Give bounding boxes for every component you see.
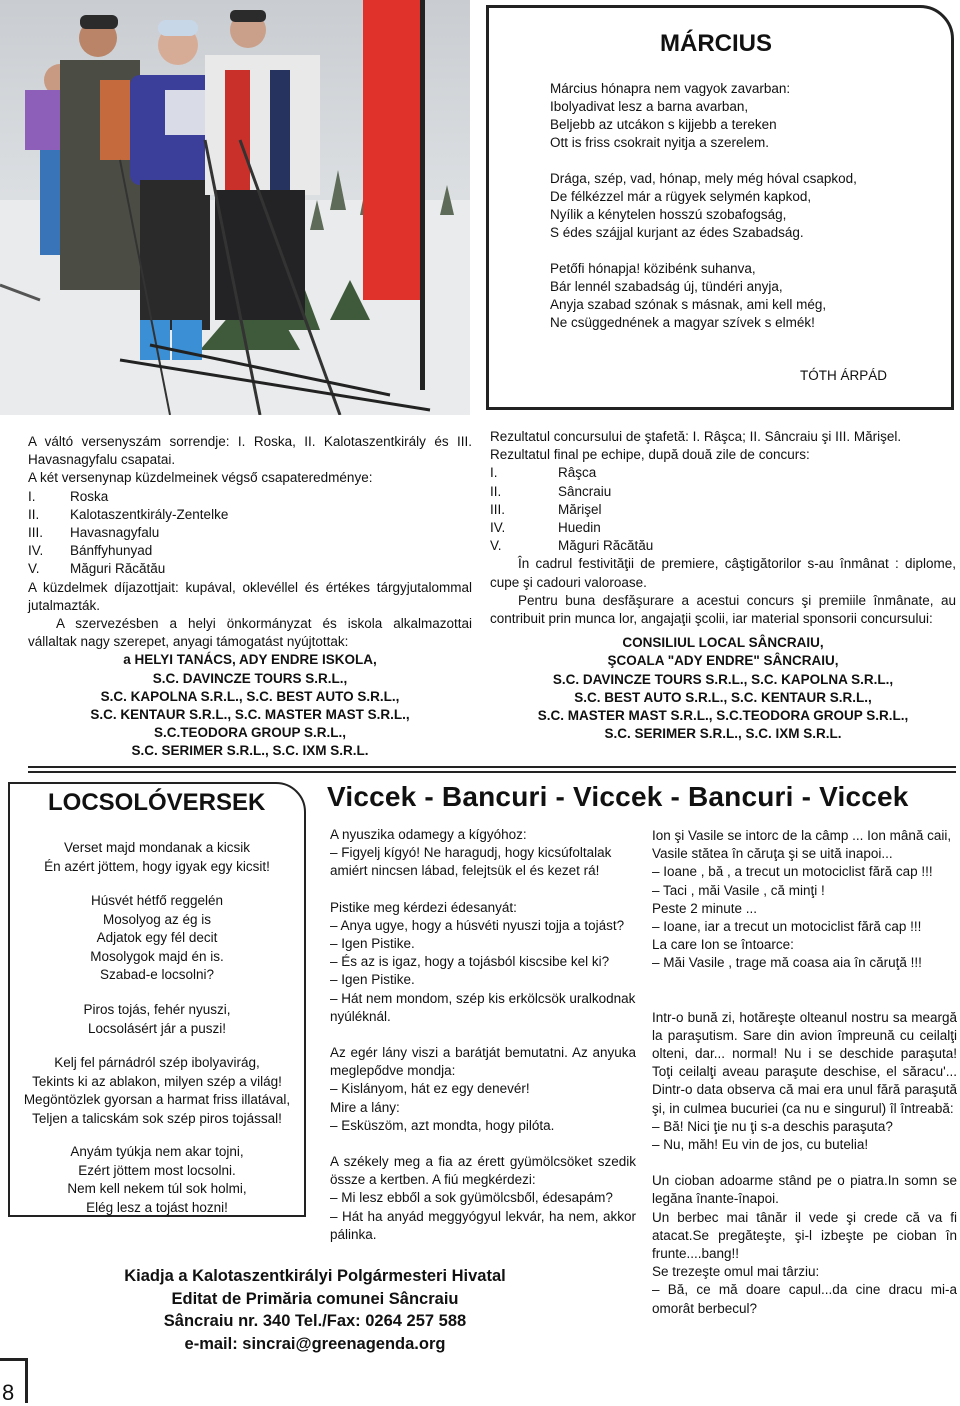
rank-number: II. bbox=[490, 483, 502, 499]
verse-line: Én azért jöttem, hogy igyak egy kicsit! bbox=[44, 858, 270, 874]
joke-line: Un berbec mai tânăr il vede şi crede că va fi atacat.Se pregăteşte, şi-l izbeşte pe cioban în frunte....bang!! bbox=[652, 1209, 957, 1262]
rank-number: II. bbox=[28, 506, 40, 522]
sponsor-line: CONSILIUL LOCAL SÂNCRAIU, bbox=[622, 635, 824, 651]
rank-number: V. bbox=[28, 561, 40, 577]
ranking-row bbox=[28, 542, 472, 560]
rank-team: Sâncraiu bbox=[558, 483, 612, 499]
joke bbox=[330, 899, 636, 1026]
sponsor-line: S.C. KAPOLNA S.R.L., S.C. BEST AUTO S.R.L., bbox=[100, 688, 400, 704]
ranking-row bbox=[490, 519, 956, 537]
verse-line: Verset majd mondanak a kicsik bbox=[63, 840, 251, 855]
locsolo-stanza-4 bbox=[8, 1054, 306, 1128]
rank-number: III. bbox=[490, 501, 506, 517]
final-results-label: Rezultatul final pe echipe, după două zile de concurs: bbox=[490, 447, 810, 463]
verse-line: Húsvét hétfő reggelén bbox=[90, 893, 224, 908]
locsolo-title: LOCSOLÓVERSEK bbox=[48, 789, 266, 816]
ranking-row bbox=[28, 560, 472, 578]
joke-line: Un cioban adoarme stând pe o piatra.In somn se legăna înante-înapoi. bbox=[652, 1173, 957, 1207]
joke-line: Se trezeşte omul mai târziu: bbox=[652, 1264, 820, 1280]
ranking-row bbox=[28, 506, 472, 524]
rank-team: Roska bbox=[70, 488, 109, 504]
poem-title: MÁRCIUS bbox=[660, 30, 772, 57]
rank-team: Bánffyhunyad bbox=[70, 543, 153, 559]
joke bbox=[330, 1044, 636, 1135]
verse-line: Adjatok egy fél decit bbox=[96, 930, 218, 945]
sponsor-line: S.C. SERIMER S.R.L., S.C. IXM S.R.L. bbox=[604, 726, 842, 742]
sponsor-line: S.C. DAVINCZE TOURS S.R.L., bbox=[152, 670, 348, 686]
skiers-photo bbox=[0, 0, 470, 415]
joke-line: – Igen Pistike. bbox=[330, 972, 415, 988]
footer-email: e-mail: sincrai@greenagenda.org bbox=[184, 1334, 446, 1353]
relay-results: Rezultatul concursului de ştafetă: I. Râşca; II. Sâncraiu şi III. Mărişel. bbox=[490, 429, 902, 444]
sponsor-line: S.C. BEST AUTO S.R.L., S.C. KENTAUR S.R.L., bbox=[574, 689, 872, 705]
poem-line: Drága, szép, vad, hónap, mely még hóval csapkod, bbox=[550, 171, 857, 186]
rank-team: Huedin bbox=[558, 520, 601, 536]
joke-line: A nyuszika odamegy a kígyóhoz: bbox=[330, 827, 527, 842]
rank-number: I. bbox=[28, 488, 36, 504]
sponsor-line: S.C. DAVINCZE TOURS S.R.L., S.C. KAPOLNA S.R.L., bbox=[552, 671, 894, 687]
sponsor-line: S.C. SERIMER S.R.L., S.C. IXM S.R.L. bbox=[131, 743, 369, 759]
rank-team: Mărişel bbox=[558, 501, 602, 517]
verse-line: Kelj fel párnádról szép ibolyavirág, bbox=[54, 1055, 260, 1070]
joke-line: Mire a lány: bbox=[330, 1099, 400, 1115]
rank-number: IV. bbox=[28, 543, 44, 559]
joke bbox=[330, 1153, 636, 1244]
joke-line: – Bă! Nici ţie nu ţi s-a deschis paraşuta? bbox=[652, 1118, 893, 1134]
rank-number: I. bbox=[490, 465, 498, 481]
publisher-footer bbox=[80, 1265, 550, 1355]
poem-stanza-2 bbox=[550, 170, 857, 242]
final-results-label: A két versenynap küzdelmeinek végső csapateredménye: bbox=[28, 470, 373, 486]
prizes-text: A küzdelmek díjazottjait: kupával, oklevéllel és értékes tárgyjutalommal jutalmazták. bbox=[28, 579, 472, 613]
joke-line: – Taci , măi Vasile , că minţi ! bbox=[652, 882, 825, 898]
locsolo-stanza-5 bbox=[8, 1143, 306, 1217]
joke-line: – Ioane , bă , a trecut un motociclist fără cap !!! bbox=[652, 864, 933, 880]
ranking-row bbox=[490, 537, 956, 555]
joke bbox=[652, 1172, 957, 1318]
sponsor-line: S.C. MASTER MAST S.R.L., S.C.TEODORA GROUP S.R.L., bbox=[537, 708, 909, 724]
ceremony-text: În cadrul festivităţii de premiere, câştigătorilor s-au înmânat : diplome, cupe şi cadouri valoroase. bbox=[490, 556, 956, 590]
verse-line: Locsolásért jár a puszi! bbox=[87, 1020, 227, 1036]
joke-line: – Hát nem mondom, szép kis erkölcsök uralkodnak nyúléknál. bbox=[330, 990, 636, 1024]
poem-line: Ne csüggednének a magyar szívek s elmék! bbox=[550, 315, 815, 330]
results-hungarian bbox=[28, 433, 472, 761]
verse-line: Tekints ki az ablakon, milyen szép a világ! bbox=[32, 1073, 282, 1089]
rank-team: Măguri Răcătău bbox=[558, 538, 654, 554]
verse-line: Mosolyog az ég is bbox=[102, 911, 212, 927]
ranking-row bbox=[490, 464, 956, 482]
verse-line: Nem kell nekem túl sok holmi, bbox=[67, 1181, 247, 1196]
joke-line: – Nu, măh! Eu vin de jos, cu butelia! bbox=[652, 1137, 869, 1153]
verse-line: Teljen a talicskám sok szép piros tojással! bbox=[32, 1110, 282, 1126]
organizers-text: A szervezésben a helyi önkormányzat és iskola alkalmazottai vállaltak nagy szerepet, anyagi támogatást nyújtottak: bbox=[28, 616, 472, 650]
sponsor-line: S.C.TEODORA GROUP S.R.L., bbox=[153, 725, 347, 741]
poem-line: Petőfi hónapja! közibénk suhanva, bbox=[550, 261, 756, 276]
joke-line: La care Ion se întoarce: bbox=[652, 937, 794, 953]
joke-line: A székely meg a fia az érett gyümölcsöket szedik össze a kertben. A fiú megkérdezi: bbox=[330, 1154, 636, 1188]
results-romanian bbox=[490, 428, 956, 743]
poem-line: De félkézzel már a rügyek selymén kapkod, bbox=[550, 189, 812, 204]
ranking-row bbox=[490, 501, 956, 519]
joke bbox=[652, 827, 957, 973]
jokes-title: Viccek - Bancuri - Viccek - Bancuri - Viccek bbox=[327, 781, 909, 812]
ranking-row bbox=[28, 488, 472, 506]
rank-team: Râşca bbox=[558, 465, 597, 481]
ranking-row bbox=[490, 483, 956, 501]
sponsor-line: a HELYI TANÁCS, ADY ENDRE ISKOLA, bbox=[123, 652, 377, 668]
section-divider bbox=[28, 766, 956, 768]
poem-line: S édes szájjal kurjant az édes Szabadság. bbox=[550, 225, 804, 240]
joke-line: – Hát ha anyád meggyógyul lekvár, ha nem, akkor pálinka. bbox=[330, 1208, 636, 1242]
footer-line: Editat de Primăria comunei Sâncraiu bbox=[171, 1289, 459, 1308]
joke-line: – Figyelj kígyó! Ne haragudj, hogy kicsúfoltalak amiért nincsen lábad, felejtsük el és kezet rá! bbox=[330, 845, 612, 879]
rank-number: V. bbox=[490, 538, 502, 554]
joke-line: Peste 2 minute ... bbox=[652, 900, 758, 916]
sponsor-list bbox=[490, 634, 956, 743]
poem-line: Beljebb az utcákon s kijjebb a tereken bbox=[550, 117, 777, 132]
verse-line: Ezért jöttem most locsolni. bbox=[78, 1162, 236, 1178]
verse-line: Elég lesz a tojást hozni! bbox=[86, 1199, 228, 1215]
verse-line: Anyám tyúkja nem akar tojni, bbox=[70, 1144, 244, 1159]
joke-line: – Ioane, iar a trecut un motociclist fără cap !!! bbox=[652, 919, 922, 935]
poem-line: Ott is friss csokrait nyitja a szerelem. bbox=[550, 135, 770, 150]
locsolo-stanza-1 bbox=[8, 839, 306, 876]
poem-line: Március hónapra nem vagyok zavarban: bbox=[550, 81, 791, 96]
poem-line: Bár lennél szabadság új, tündéri anyja, bbox=[550, 279, 783, 294]
joke-line: Intr-o bună zi, hotăreşte olteanul nostru sa meargă la paraşutism. Sare din avion împreună cu ceilalţi olteni, dar... normal! Nu i se deschide paraşuta! Toţi ceilalţi aveau paraşute deschise, el săracu'... Dintr-o data observa că mai era unul fără paraşută şi, in culmea bucuriei (ca nu e singurul) îl întreabă: bbox=[652, 1009, 957, 1116]
sponsor-line: S.C. KENTAUR S.R.L., S.C. MASTER MAST S.R.L., bbox=[90, 707, 410, 723]
locsolo-stanza-2 bbox=[8, 892, 306, 985]
footer-line: Sâncraiu nr. 340 Tel./Fax: 0264 257 588 bbox=[163, 1312, 467, 1330]
locsolo-stanza-3 bbox=[8, 1001, 306, 1038]
verse-line: Mosolygok majd én is. bbox=[90, 948, 224, 964]
verse-line: Piros tojás, fehér nyuszi, bbox=[83, 1002, 231, 1017]
poem-stanza-1 bbox=[550, 80, 790, 152]
rank-number: IV. bbox=[490, 520, 506, 536]
poem-author: TÓTH ÁRPÁD bbox=[800, 368, 888, 383]
section-divider bbox=[28, 771, 956, 773]
joke-line: – Anya ugye, hogy a húsvéti nyuszi tojja a tojást? bbox=[330, 917, 625, 933]
jokes-column-hungarian bbox=[330, 826, 636, 1244]
joke-line: Pistike meg kérdezi édesanyát: bbox=[330, 899, 517, 915]
relay-order: A váltó versenyszám sorrendje: I. Roska, II. Kalotaszentkirály és III. Havasnagyfalu csapatai. bbox=[28, 434, 472, 468]
page-number: 8 bbox=[2, 1380, 15, 1405]
joke-line: – Măi Vasile , trage mă coasa aia în căruţă !!! bbox=[652, 955, 922, 971]
joke bbox=[330, 826, 636, 881]
joke-line: Az egér lány viszi a barátját bemutatni. Az anyuka meglepődve mondja: bbox=[330, 1045, 636, 1079]
joke-line: – Igen Pistike. bbox=[330, 936, 415, 952]
support-text: Pentru buna desfăşurare a acestui concurs şi premiile înmânate, au contribuit prin munca lor, angajaţii şcolii, iar material sponsorii concursului: bbox=[490, 592, 956, 627]
verse-line: Szabad-e locsolni? bbox=[99, 967, 215, 982]
poem-stanza-3 bbox=[550, 260, 826, 332]
poem-line: Ibolyadivat lesz a barna avarban, bbox=[550, 99, 749, 114]
poem-line: Anyja szabad szónak s másnak, ami kell még, bbox=[550, 297, 827, 312]
sponsor-line: ŞCOALA "ADY ENDRE" SÂNCRAIU, bbox=[607, 653, 839, 669]
verse-line: Megöntözlek gyorsan a harmat friss illatával, bbox=[23, 1092, 291, 1107]
rank-number: III. bbox=[28, 525, 44, 541]
jokes-column-romanian bbox=[652, 827, 957, 1318]
joke-line: – És az is igaz, hogy a tojásból kiscsibe kel ki? bbox=[330, 954, 610, 970]
rank-team: Măguri Răcătău bbox=[70, 561, 166, 577]
joke-line: Ion şi Vasile se intorc de la câmp ... Ion mână caii, Vasile stătea în căruţa şi se uită inapoi... bbox=[652, 828, 952, 862]
sponsor-list bbox=[28, 651, 472, 760]
joke-line: – Kislányom, hát ez egy denevér! bbox=[330, 1081, 530, 1097]
rank-team: Kalotaszentkirály-Zentelke bbox=[70, 506, 229, 522]
joke-line: – Esküszöm, azt mondta, hogy pilóta. bbox=[330, 1117, 555, 1133]
poem-line: Nyílik a kénytelen hosszú szobafogság, bbox=[550, 207, 787, 222]
joke-line: – Bă, ce mă doare capul...da cine dracu mi-a omorât berbecul? bbox=[652, 1282, 957, 1316]
footer-line: Kiadja a Kalotaszentkirályi Polgármesteri Hivatal bbox=[124, 1267, 506, 1285]
joke bbox=[652, 1009, 957, 1155]
skiers-photo-illustration bbox=[0, 0, 470, 415]
rank-team: Havasnagyfalu bbox=[70, 525, 160, 541]
joke-line: – Mi lesz ebből a sok gyümölcsből, édesapám? bbox=[330, 1190, 613, 1206]
ranking-row bbox=[28, 524, 472, 542]
